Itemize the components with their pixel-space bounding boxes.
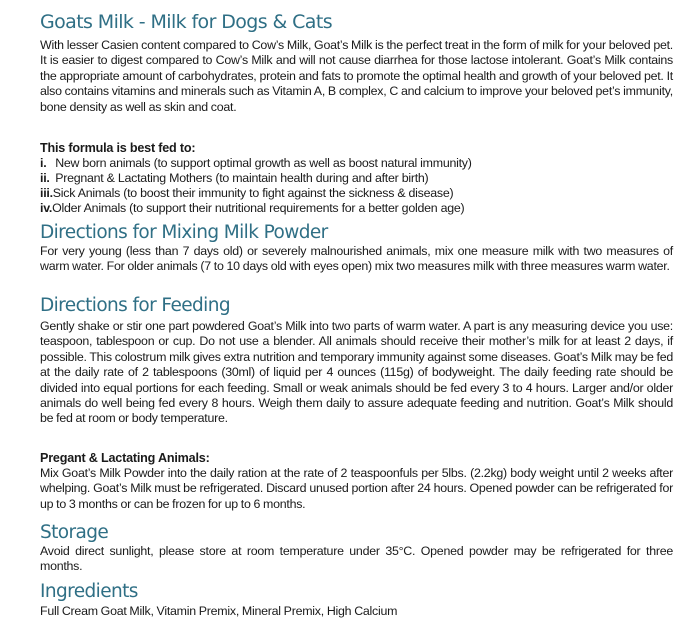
best-fed-list — [40, 156, 673, 216]
storage-paragraph: Avoid direct sunlight, please store at room temperature under 35°C. Opened powder may be refrigerated for three months. — [40, 544, 673, 574]
ingredients-section — [40, 581, 673, 619]
list-text: Older Animals (to support their nutritional requirements for a better golden age) — [52, 201, 465, 215]
intro-paragraph: With lesser Casien content compared to Cow’s Milk, Goat’s Milk is the perfect treat in the form of milk for your beloved pet. It is easier to digest compared to Cow’s Milk and will not cause diarrhea for those lactose intolerant. Goat’s Milk contains the appropriate amount of carbohydrates, protein and fats to promote the optimal health and growth of your beloved pet. It also contains vitamins and minerals such as Vitamin A, B complex, C and calcium to improve your beloved pet’s immunity, bone density as well as skin and coat. — [40, 38, 673, 114]
mixing-paragraph: For very young (less than 7 days old) or severely malnourished animals, mix one measure milk with two measures of warm water. For older animals (7 to 10 days old with eyes open) mix two measures milk with three measures warm water. — [40, 244, 673, 274]
list-number: iii. — [40, 186, 53, 200]
ingredients-paragraph: Full Cream Goat Milk, Vitamin Premix, Mineral Premix, High Calcium — [40, 604, 398, 618]
list-number: iv. — [40, 201, 53, 215]
feeding-section — [40, 295, 673, 427]
list-item — [40, 186, 673, 201]
list-item — [40, 171, 673, 186]
page-title: Goats Milk - Milk for Dogs & Cats — [40, 11, 332, 33]
list-text: New born animals (to support optimal growth as well as boost natural immunity) — [55, 156, 472, 170]
list-number: i. — [40, 156, 47, 170]
pregnant-heading: Pregant & Lactating Animals: — [40, 451, 210, 465]
list-item — [40, 156, 673, 171]
list-text: Sick Animals (to boost their immunity to fight against the sickness & disease) — [52, 186, 454, 200]
list-text: Pregnant & Lactating Mothers (to maintain health during and after birth) — [55, 171, 429, 185]
feeding-paragraph: Gently shake or stir one part powdered Goat’s Milk into two parts of warm water. A part is any measuring device you use: teaspoon, tablespoon or cup. Do not use a blender. All animals should receive their mother’s milk for at least 2 days, if possible. This colostrum milk gives extra nutrition and temporary immunity against some diseases. Goat’s Milk may be fed at the daily rate of 2 tablespoons (30ml) of liquid per 4 ounces (115g) of bodyweight. The daily feeding rate should be divided into equal portions for each feeding. Small or weak animals should be fed every 3 to 4 hours. Larger and/or older animals do well being fed every 8 hours. Weigh them daily to assure adequate feeding and nutrition. Goat’s Milk should be fed at room or body temperature. — [40, 319, 673, 426]
best-fed-section — [40, 141, 673, 216]
list-number: ii. — [40, 171, 50, 185]
intro-section — [40, 38, 673, 115]
best-fed-heading: This formula is best fed to: — [40, 141, 196, 155]
title-section — [40, 11, 673, 33]
list-item — [40, 201, 673, 216]
feeding-heading: Directions for Feeding — [40, 295, 230, 316]
mixing-heading: Directions for Mixing Milk Powder — [40, 222, 328, 243]
pregnant-section — [40, 451, 673, 512]
pregnant-paragraph: Mix Goat’s Milk Powder into the daily ration at the rate of 2 teaspoonfuls per 5lbs. (2.2kg) body weight until 2 weeks after whelping. Goat’s Milk must be refrigerated. Discard unused portion after 24 hours. Opened powder can be refrigerated for up to 3 months or can be frozen for up to 6 months. — [40, 466, 673, 511]
ingredients-heading: Ingredients — [40, 581, 138, 602]
mixing-section — [40, 222, 673, 275]
storage-heading: Storage — [40, 522, 109, 543]
storage-section — [40, 522, 673, 575]
